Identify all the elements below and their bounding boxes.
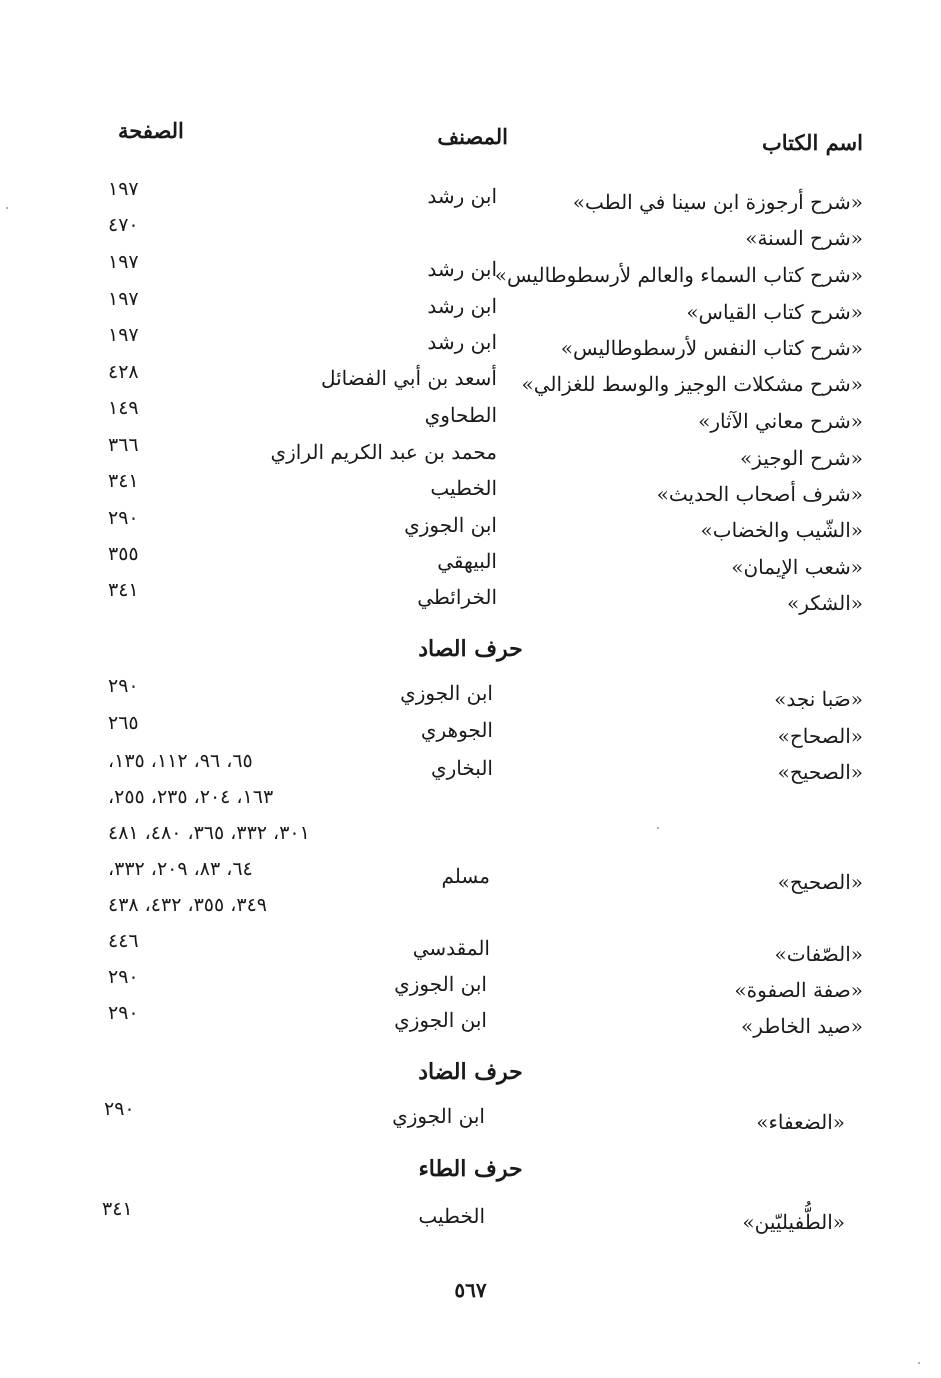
entry-pages: ٤٢٨ (108, 361, 139, 383)
entry-author: ابن رشد (427, 184, 497, 208)
entry-pages: ٣٤١ (108, 579, 139, 601)
entry-title: «شرح معاني الآثار» (698, 409, 863, 433)
entry-pages: ١٩٧ (108, 178, 139, 200)
scan-speck (6, 207, 8, 209)
entry-author: المقدسي (412, 936, 490, 960)
entry-title: «شرح الوجيز» (740, 446, 863, 470)
entry-title: «الصحيح» (777, 760, 863, 784)
entry-title: «الشكر» (786, 591, 863, 615)
entry-author: محمد بن عبد الكريم الرازي (270, 440, 497, 464)
entry-author: ابن الجوزي (394, 1008, 487, 1032)
section-heading-dad: حرف الضاد (418, 1059, 523, 1085)
entry-pages: ٦٤، ٨٣، ٢٠٩، ٣٣٢، (108, 858, 253, 880)
entry-title: «شرح كتاب السماء والعالم لأرسطوطاليس» (494, 263, 863, 287)
entry-title: «شرح كتاب النفس لأرسطوطاليس» (560, 336, 863, 360)
entry-title: «الصحيح» (777, 870, 863, 894)
entry-author: الخطيب (418, 1204, 485, 1228)
entry-pages: ٣٠١، ٣٣٢، ٣٦٥، ٤٨٠، ٤٨١ (108, 822, 310, 844)
entry-title: «الصحاح» (777, 724, 863, 748)
entry-title: «شرح كتاب القياس» (686, 300, 863, 324)
entry-author: مسلم (441, 864, 490, 888)
entry-title: «شعب الإيمان» (731, 555, 863, 579)
entry-pages: ١٩٧ (108, 251, 139, 273)
entry-title: «شرح أرجوزة ابن سينا في الطب» (572, 190, 863, 214)
entry-title: «الصّفات» (774, 942, 863, 966)
scan-speck (918, 1362, 920, 1364)
entry-author: ابن الجوزي (400, 681, 493, 705)
header-title-column: اسم الكتاب (761, 130, 863, 155)
entry-title: «صفة الصفوة» (734, 978, 863, 1002)
entry-author: الطحاوي (424, 403, 497, 427)
section-heading-ta: حرف الطاء (418, 1156, 523, 1182)
entry-title: «شرح مشكلات الوجيز والوسط للغزالي» (521, 372, 863, 396)
scan-speck (657, 827, 659, 829)
entry-author: ابن الجوزي (404, 513, 497, 537)
entry-pages: ٣٦٦ (108, 434, 139, 456)
page-number: ٥٦٧ (454, 1278, 487, 1302)
entry-pages: ١٦٣، ٢٠٤، ٢٣٥، ٢٥٥، (108, 786, 274, 808)
entry-pages: ١٤٩ (108, 397, 139, 419)
entry-pages: ٢٩٠ (104, 1098, 135, 1120)
entry-author: أسعد بن أبي الفضائل (320, 366, 497, 390)
entry-pages: ٢٩٠ (108, 966, 139, 988)
entry-title: «صَبا نجد» (774, 687, 863, 711)
entry-title: «الطُّفيليّين» (742, 1210, 845, 1234)
entry-author: الخرائطي (417, 585, 497, 609)
entry-pages: ٢٩٠ (108, 675, 139, 697)
entry-author: البيهقي (437, 549, 497, 573)
header-page-column: الصفحة (118, 118, 184, 143)
header-author-column: المصنف (437, 124, 508, 149)
entry-pages: ٦٥، ٩٦، ١١٢، ١٣٥، (108, 750, 253, 772)
entry-pages: ٣٥٥ (108, 543, 139, 565)
entry-author: البخاري (430, 756, 493, 780)
entry-author: ابن رشد (427, 257, 497, 281)
entry-pages: ٢٩٠ (108, 507, 139, 529)
entry-pages: ٤٧٠ (108, 214, 139, 236)
entry-author: الجوهري (420, 718, 493, 742)
entry-author: ابن الجوزي (392, 1104, 485, 1128)
entry-title: «الضعفاء» (756, 1110, 845, 1134)
entry-title: «شرف أصحاب الحديث» (656, 482, 863, 506)
entry-pages: ٣٤١ (102, 1198, 133, 1220)
entry-pages: ٣٤٩، ٣٥٥، ٤٣٢، ٤٣٨ (108, 894, 268, 916)
entry-author: ابن رشد (427, 330, 497, 354)
entry-title: «شرح السنة» (745, 226, 863, 250)
entry-title: «صيد الخاطر» (741, 1014, 863, 1038)
entry-pages: ٢٦٥ (108, 712, 139, 734)
entry-author: ابن رشد (427, 294, 497, 318)
entry-pages: ٢٩٠ (108, 1002, 139, 1024)
entry-pages: ٤٤٦ (108, 930, 139, 952)
entry-pages: ١٩٧ (108, 324, 139, 346)
entry-title: «الشّيب والخضاب» (700, 518, 863, 542)
entry-author: ابن الجوزي (394, 972, 487, 996)
entry-author: الخطيب (430, 476, 497, 500)
section-heading-sad: حرف الصاد (418, 636, 523, 662)
entry-pages: ٣٤١ (108, 470, 139, 492)
entry-pages: ١٩٧ (108, 288, 139, 310)
